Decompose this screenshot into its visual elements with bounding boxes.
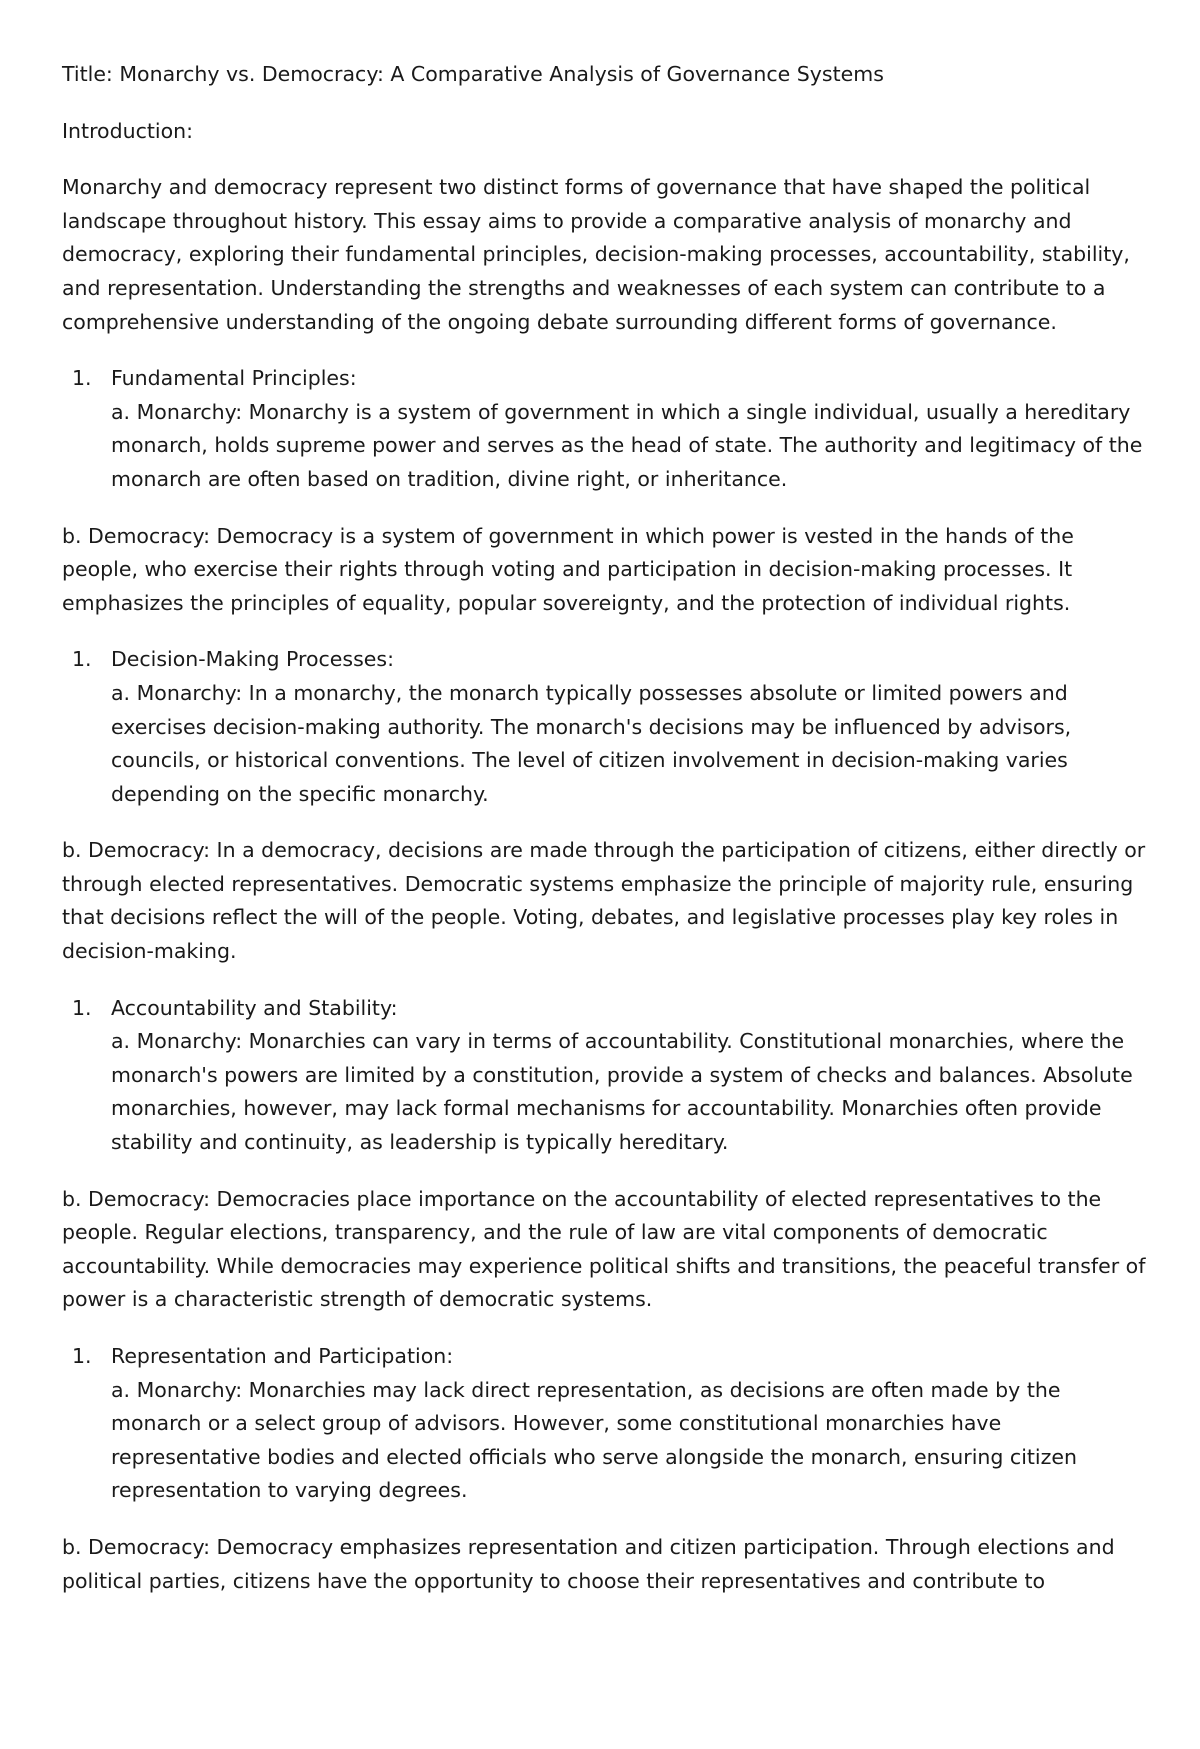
democracy-paragraph: b. Democracy: Democracies place importance on the accountability of elected representatives to the people. Regular elections, transparency, and the rule of law are vital components of democratic accountability. While democracies may experience political shifts and transitions, the peaceful transfer of power is a characteristic strength of democratic systems. — [62, 1186, 1146, 1312]
section-list-item — [62, 992, 1152, 1160]
section-heading: Accountability and Stability: — [111, 995, 398, 1020]
monarchy-paragraph: a. Monarchy: Monarchies may lack direct representation, as decisions are often made by the monarch or a select group of advisors. However, some constitutional monarchies have representative bodies and elected officials who serve alongside the monarch, ensuring citizen representation to varying degrees. — [111, 1377, 1077, 1503]
section-number: 1. — [72, 995, 92, 1020]
monarchy-paragraph: a. Monarchy: Monarchies can vary in terms of accountability. Constitutional monarchies, where the monarch's powers are limited by a constitution, provide a system of checks and balances. Absolute monarchies, however, may lack formal mechanisms for accountability. Monarchies often provide stability and continuity, as leadership is typically hereditary. — [111, 1029, 1133, 1155]
section-heading: Representation and Participation: — [111, 1344, 454, 1368]
section-number: 1. — [72, 647, 92, 672]
section-list-item — [62, 643, 1152, 811]
democracy-paragraph: b. Democracy: In a democracy, decisions are made through the participation of citizens, either directly or through elected representatives. Democratic systems emphasize the principle of majority rule, ensuring that decisions reflect the will of the people. Voting, debates, and legislative processes play key roles in decision-making. — [62, 838, 1146, 964]
section-number: 1. — [72, 366, 92, 391]
section-fundamental-principles — [62, 362, 1152, 496]
introduction-paragraph: Monarchy and democracy represent two distinct forms of governance that have shaped the political landscape throughout history. This essay aims to provide a comparative analysis of monarchy and democracy, exploring their fundamental principles, decision-making processes, accountability, stability, and representation. Understanding the strengths and weaknesses of each system can contribute to a comprehensive understanding of the ongoing debate surrounding different forms of governance. — [62, 175, 1130, 334]
monarchy-paragraph: a. Monarchy: Monarchy is a system of government in which a single individual, usually a hereditary monarch, holds supreme power and serves as the head of state. The authority and legitimacy of the monarch are often based on tradition, divine right, or inheritance. — [111, 399, 1143, 491]
section-heading: Decision-Making Processes: — [111, 647, 394, 672]
democracy-paragraph: b. Democracy: Democracy emphasizes representation and citizen participation. Through elections and political parties, citizens have the opportunity to choose their representatives and contribute to — [62, 1534, 1115, 1593]
document-title: Title: Monarchy vs. Democracy: A Comparative Analysis of Governance Systems — [62, 62, 884, 86]
monarchy-paragraph: a. Monarchy: In a monarchy, the monarch typically possesses absolute or limited powers and exercises decision-making authority. The monarch's decisions may be influenced by advisors, councils, or historical conventions. The level of citizen involvement in decision-making varies depending on the specific monarchy. — [111, 680, 1072, 806]
introduction-heading: Introduction: — [62, 118, 194, 143]
section-representation-participation — [62, 1340, 1152, 1508]
section-decision-making — [62, 643, 1152, 811]
section-heading: Fundamental Principles: — [111, 366, 357, 391]
section-list-item — [62, 1340, 1152, 1508]
section-list-item — [62, 362, 1152, 496]
document-page — [62, 58, 1152, 1621]
section-number: 1. — [72, 1344, 92, 1368]
section-accountability-stability — [62, 992, 1152, 1160]
democracy-paragraph: b. Democracy: Democracy is a system of government in which power is vested in the hands of the people, who exercise their rights through voting and participation in decision-making processes. It emphasizes the principles of equality, popular sovereignty, and the protection of individual rights. — [62, 523, 1074, 615]
